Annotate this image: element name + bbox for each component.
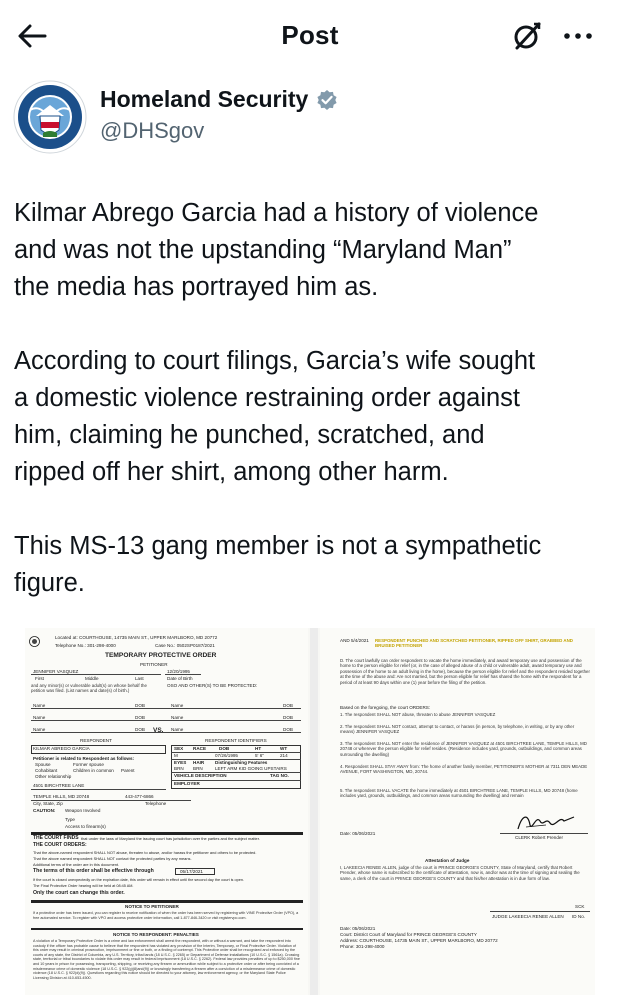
doc-court: Court: District Court of Maryland for PRINCE GEORGE'S COUNTY	[340, 932, 477, 937]
doc-last: Last	[135, 676, 144, 681]
grok-button[interactable]	[509, 18, 545, 54]
doc-city-label: City, State, Zip	[33, 801, 63, 806]
doc-name-label: Name	[171, 715, 184, 720]
doc-relation-option: Spouse	[35, 762, 51, 767]
doc-id-value: 5' 6"	[255, 753, 264, 758]
doc-hair-label: HAIR	[193, 760, 205, 765]
doc-id-value: 214	[280, 753, 288, 758]
doc-effective: The terms of this order shall be effective through	[33, 868, 154, 874]
doc-relation-option: Other relationship	[35, 774, 72, 779]
dhs-seal-avatar	[13, 80, 87, 154]
doc-id-header: RACE	[193, 746, 207, 751]
verified-badge-icon	[316, 89, 338, 111]
doc-dob-label: DOB	[283, 727, 293, 732]
doc-type: Type	[65, 817, 75, 822]
doc-minor-note: and any minor(s) or vulnerable adult(s) on whose behalf the petition was filed. (List names and date(s) of birth.)	[31, 683, 147, 694]
doc-employer-label: EMPLOYER	[174, 781, 200, 786]
doc-middle: Middle	[85, 676, 99, 681]
doc-respondent-name: KILMAR ABREGO GARCIA	[33, 746, 90, 751]
attached-court-document-image[interactable]	[25, 628, 595, 995]
doc-relation-option: Parent	[121, 768, 135, 773]
doc-dob-label: DOB	[283, 715, 293, 720]
doc-notice-resp-text: A violation of a Temporary Protective Order is a crime and law enforcement shall arrest the respondent, with or without a warrant, and take the respondent into custody if the officer has probable cause to believe that the respondent has violated any provision of the Interim, Temporary, or Final Protective Order. Violation of this order may result in criminal prosecution, imprisonment or fine or both, or a finding of contempt. This Protective order shall be recognized and enforced by the courts of any state, the District of Columbia, any U.S. Territory, tribal lands (18 U.S.C. § 2265) or Department of Defense installations (10 U.S.C. § 1561a). Crossing state, territorial or tribal boundaries to violate this order may result in federal imprisonment (18 U.S.C. § 2262). Federal law provides penalties of up to $250,000 fine and 10 years in prison for possessing, transporting, shipping, or receiving any firearm or ammunition while subject to a protective order or after being convicted of a misdemeanor crime of domestic violence (18 U.S.C. § 922(g)(8)and(9)) or knowingly transferring a firearm after a conviction of a misdemeanor crime of domestic violence (18 U.S.C. § 922(d)(9)). Questions regarding this notice should be directed to your attorney, law enforcement agency, or the Maryland State Police Licensing Division at 410-653-4500.	[33, 939, 300, 980]
grok-icon	[512, 21, 542, 51]
doc-relation: Petitioner is related to Respondent as follows:	[33, 756, 135, 761]
doc-features-label: Distinguishing Features	[215, 760, 268, 765]
doc-title: TEMPORARY PROTECTIVE ORDER	[105, 652, 217, 659]
doc-features-value: LEFT ARM KID GOING UPSTAIRS	[215, 766, 287, 771]
doc-tag-label: TAG NO.	[270, 773, 289, 778]
doc-relation-option: Former spouse	[73, 762, 104, 767]
doc-vehicle-label: VEHICLE DESCRIPTION	[174, 773, 227, 778]
doc-order-line: That the above named respondent SHALL NOT contact the protected parties by any means.	[33, 856, 192, 861]
doc-date: Date: 05/06/2021	[340, 926, 376, 931]
doc-attestation: Attestation of Judge	[425, 858, 470, 863]
doc-sc: SCK	[575, 904, 585, 909]
court-seal-icon	[29, 636, 40, 647]
tweet-paragraph: This MS-13 gang member is not a sympathetic figure.	[14, 532, 542, 597]
top-bar	[0, 0, 620, 70]
doc-telephone-label: Telephone	[145, 801, 167, 806]
doc-relation-option: Children in common	[73, 768, 114, 773]
doc-id-value: 07/26/1995	[215, 753, 238, 758]
doc-telephone: Telephone No.: 301-298-4000	[55, 643, 116, 648]
doc-id-value: M	[174, 753, 178, 758]
more-options-button[interactable]	[558, 18, 598, 54]
doc-dob-label: DOB	[135, 727, 145, 732]
doc-order-item: 1. The respondent SHALL NOT abuse, threaten to abuse JENNIFER VASQUEZ	[340, 712, 496, 717]
clerk-signature-image	[516, 811, 576, 833]
doc-closed-note: If the court is closed unexpectedly on the expiration date, this order will remain in effect until the second day the court is open.	[33, 878, 244, 882]
doc-notice-respondent: NOTICE TO RESPONDENT: PENALTIES	[113, 932, 199, 937]
doc-petitioner-label: PETITIONER	[140, 662, 168, 667]
doc-weapon: Weapon Involved	[65, 808, 101, 813]
doc-petitioner-name: JENNIFER VASQUEZ	[33, 669, 79, 674]
doc-id-header: HT	[255, 746, 262, 751]
doc-id-no: ID No.	[572, 914, 586, 919]
doc-name-label: Name	[33, 715, 46, 720]
document-page-order-details	[320, 628, 595, 995]
doc-first: First	[35, 676, 44, 681]
tweet-paragraph: According to court filings, Garcia’s wife sought a domestic violence restraining order against him, claiming he punched, scratched, and ripped off her shirt, among other harm.	[14, 347, 536, 486]
doc-access: Access to firearm(s)	[65, 824, 106, 829]
doc-d-text: D. The court lawfully can order respondent to vacate the home immediately, and award temporary use and possession of the home to the person eligible for relief (or, in the case of alleged abuse of a child or vulnerable adult, award temporary use and possession of the home to an adult living in the home), because the person eligible for relief and the respondent resided together at the time of the abuse and: Are not married, but the person eligible for relief has shared the home with the respondent for a period of at least 90 days within one (1) year before the filing of the petition.	[340, 658, 590, 685]
doc-identifiers-label: RESPONDENT IDENTIFIERS	[205, 738, 267, 743]
doc-name-label: Name	[171, 703, 184, 708]
doc-date: Date: 05/06/2021	[340, 831, 376, 836]
doc-city: TEMPLE HILLS, MD 20748	[33, 794, 90, 799]
doc-attest-text: I, LAKEECIA RENEE ALLEN, judge of the court in PRINCE GEORGE'S COUNTY, State of Maryland, certify that Robert Prender, whose name is subscribed to the certificate of attestation, now is, and/or was at the time of signing and sealing the same, a clerk of the court in PRINCE GEORGE'S COUNTY and that his/her attestation is in due form of law.	[340, 865, 580, 881]
doc-eyes-value: BRN	[174, 766, 184, 771]
doc-protected: OSO AND OTHER(S) TO BE PROTECTED:	[167, 683, 258, 688]
doc-clerk: CLERK Robert Prender	[515, 835, 564, 840]
doc-name-label: Name	[33, 727, 46, 732]
doc-based-on: Based on the foregoing, the court ORDERS:	[340, 705, 431, 710]
author-handle[interactable]: @DHSgov	[100, 118, 205, 143]
doc-name-label: Name	[171, 727, 184, 732]
doc-id-header: WT	[280, 746, 288, 751]
doc-vs: VS.	[153, 727, 164, 734]
doc-only-court: Only the court can change this order.	[33, 890, 125, 896]
document-page-protective-order	[25, 628, 308, 995]
author-name[interactable]: Homeland Security	[100, 86, 309, 112]
doc-notice-petitioner: NOTICE TO PETITIONER	[125, 904, 179, 909]
doc-dob-label: DOB	[135, 703, 145, 708]
doc-order-item: 5. The respondent SHALL VACATE the home immediately at 4501 BIRCHTREE LANE, TEMPLE HILLS, MD 20748 (home includes yard, grounds, outbuildings, and common areas surrounding the dwelling) and remain	[340, 788, 578, 799]
doc-date-line: AND 5/4/2021	[340, 638, 369, 643]
doc-caution: CAUTION:	[33, 808, 56, 813]
doc-petitioner-dob: 12/20/1995	[167, 669, 190, 674]
doc-order-item: 4. Respondent SHALL STAY AWAY from: The home of another family member, PETITIONER'S MOTHER at 7311 DEN MEADE AVENUE, FORT WASHINGTON, MD, 20744.	[340, 764, 588, 775]
doc-court-finds-text: that under the laws of Maryland the issuing court has jurisdiction over the parties and the subject matter.	[81, 836, 260, 841]
doc-respondent-label: RESPONDENT	[80, 738, 112, 743]
doc-court-orders: THE COURT ORDERS:	[33, 842, 87, 848]
doc-order-item: 2. The respondent SHALL NOT contact, attempt to contact, or harass (in person, by telephone, in writing, or by any other means) JENNIFER VASQUEZ	[340, 724, 575, 735]
doc-order-line: Additional terms of the order are in this document.	[33, 862, 120, 867]
doc-id-header: DOB	[219, 746, 230, 751]
doc-relation-option: Cohabitant	[35, 768, 58, 773]
tweet-paragraph: Kilmar Abrego Garcia had a history of violence and was not the upstanding “Maryland Man” the media has portrayed him as.	[14, 199, 539, 301]
document-page-divider	[310, 628, 318, 995]
doc-notice-pet-text: If a protective order has been issued, you can register to receive notification of when the order has been served by registering with VINE Protective Order (VPO), a free automated service. To register with VPO and access protective order information, call 1-877-846-3420 or visit registervpo.com.	[33, 911, 299, 920]
doc-located-at: Located at: COURTHOUSE, 14735 MAIN ST., UPPER MARLBORO, MD 20772	[55, 635, 218, 640]
doc-eyes-label: EYES	[174, 760, 187, 765]
doc-court-finds: THE COURT FINDS	[33, 835, 79, 841]
more-options-icon	[563, 32, 593, 40]
doc-dob-label: DOB	[135, 715, 145, 720]
doc-hair-value: BRN	[193, 766, 203, 771]
doc-highlighted-allegation: RESPONDENT PUNCHED AND SCRATCHED PETITIONER, RIPPED OFF SHIRT, GRABBED AND BRUISED PETITIONER	[375, 638, 573, 649]
doc-court-address: Address: COURTHOUSE, 14735 MAIN ST., UPPER MARLBORO, MD 20772	[340, 938, 498, 943]
doc-order-item: 3. The respondent SHALL NOT enter the residence of JENNIFER VASQUEZ at 4501 BIRCHTREE LANE, TEMPLE HILLS, MD 20748 or wherever the person eligible for relief resides. (Residence includes yard, grounds, outbuildings, and common areas surrounding the dwelling)	[340, 741, 587, 757]
doc-effective-date: 05/17/2021	[180, 869, 203, 874]
doc-id-header: SEX	[174, 746, 184, 751]
doc-order-line: That the above-named respondent SHALL NOT abuse, threaten to abuse, and/or harass the petitioner and others to be protected.	[33, 850, 257, 855]
doc-case-no: Case No.: 0502SP0187/2021	[155, 643, 215, 648]
doc-dob-label: DOB	[283, 703, 293, 708]
author-name-row	[100, 86, 338, 113]
doc-phone: 443-477-6866	[125, 794, 154, 799]
doc-name-label: Name	[33, 703, 46, 708]
tweet-text	[14, 195, 610, 639]
doc-final-hearing: The Final Protective Order hearing will be held at 08:45 AM.	[33, 884, 134, 888]
doc-judge: JUDGE LAKEECIA RENEE ALLEN	[492, 914, 564, 919]
doc-dob: Date of Birth	[167, 676, 193, 681]
doc-court-phone: Phone: 301-298-4000	[340, 944, 385, 949]
avatar[interactable]	[13, 80, 87, 154]
page-title: Post	[281, 20, 339, 50]
doc-address: 4501 BIRCHTREE LANE	[33, 783, 85, 788]
